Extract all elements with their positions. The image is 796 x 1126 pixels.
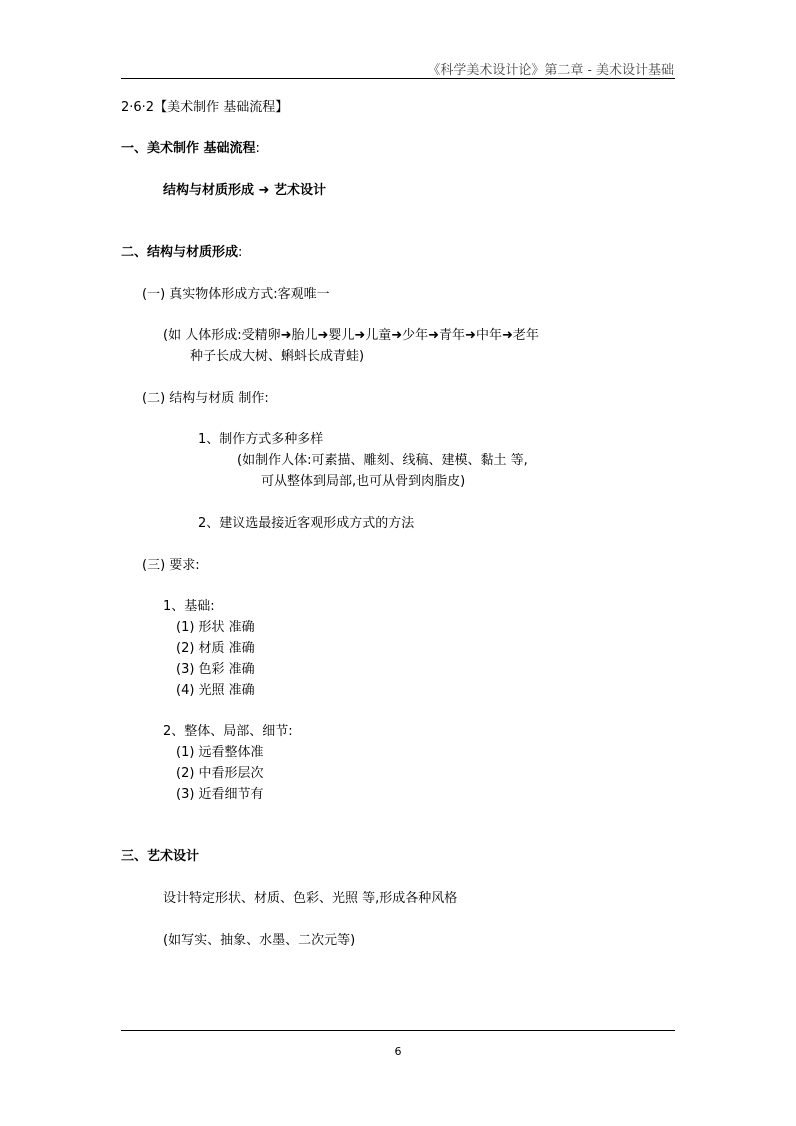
list-item: (2) 中看形层次 <box>176 766 264 781</box>
list-item: (2) 材质 准确 <box>176 641 255 656</box>
part2-sub2-item1: 1、制作方式多种多样 <box>198 432 324 447</box>
list-item: (1) 远看整体准 <box>176 745 264 760</box>
part1-flow: 结构与材质形成 ➜ 艺术设计 <box>163 183 326 198</box>
part1-heading <box>121 140 260 158</box>
part1-heading-text: 一、美术制作 基础流程 <box>121 141 256 156</box>
part2-sub3-basic-title: 1、基础: <box>163 599 215 614</box>
part2-sub2-item1-note-line1: (如制作人体:可素描、雕刻、线稿、建模、黏土 等, <box>237 453 528 468</box>
part2-heading-text: 二、结构与材质形成 <box>121 245 239 260</box>
list-item: (3) 近看细节有 <box>176 787 264 802</box>
part3-example: (如写实、抽象、水墨、二次元等) <box>163 933 356 948</box>
list-item: (1) 形状 准确 <box>176 620 255 635</box>
part2-sub3-whole-title: 2、整体、局部、细节: <box>163 724 293 739</box>
part3-heading: 三、艺术设计 <box>121 849 200 864</box>
list-item: (3) 色彩 准确 <box>176 662 255 677</box>
page-number: 6 <box>394 1045 402 1058</box>
footer-rule <box>121 1030 675 1031</box>
part2-sub2-item1-note-line2: 可从整体到局部,也可从骨到肉脂皮) <box>261 474 466 489</box>
part2-heading <box>121 244 242 262</box>
header-rule <box>121 78 675 79</box>
part2-sub1-example-line2: 种子长成大树、蝌蚪长成青蛙) <box>190 349 365 364</box>
part2-sub2-title: (二) 结构与材质 制作: <box>142 391 269 406</box>
part3-desc: 设计特定形状、材质、色彩、光照 等,形成各种风格 <box>163 891 458 906</box>
part1-heading-colon: : <box>255 141 260 156</box>
part2-heading-colon: : <box>238 245 243 260</box>
part2-sub1-title: (一) 真实物体形成方式:客观唯一 <box>142 287 330 302</box>
part2-sub2-item2: 2、建议选最接近客观形成方式的方法 <box>198 516 415 531</box>
part2-sub1-example-line1: (如 人体形成:受精卵➜胎儿➜婴儿➜儿童➜少年➜青年➜中年➜老年 <box>163 328 539 343</box>
page-header-title: 《科学美术设计论》第二章 - 美术设计基础 <box>427 63 674 78</box>
section-heading: 2·6·2【美术制作 基础流程】 <box>121 100 289 115</box>
part2-sub3-title: (三) 要求: <box>142 558 200 573</box>
list-item: (4) 光照 准确 <box>176 683 255 698</box>
